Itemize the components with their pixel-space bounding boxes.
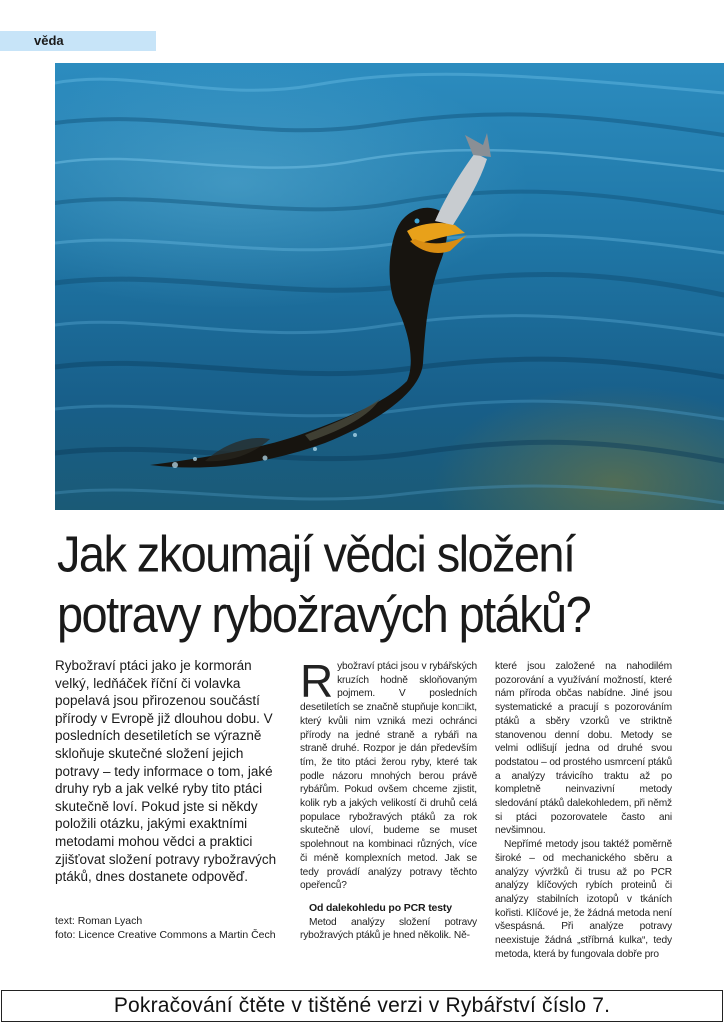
cormorant-illustration (55, 63, 724, 510)
article-column-1 (300, 655, 477, 943)
column-1-paragraph-1 (300, 655, 477, 893)
cormorant-bird (150, 133, 491, 468)
column-1-paragraph-1-text: ybožraví ptáci jsou v rybářských kruzích hodně skloňovaným pojmem. V posledních desetiletích se značně stupňuje kon□ikt, který kvůli nim vzniká mezi ochránci přírody na jedné straně a rybáři na straně druhé. Rozpor je dán především tím, že tito ptáci žerou ryby, které tak podle názoru mnohých berou právě rybářům. Pokud ovšem chceme zjistit, kolik ryb a jakých velikostí či druhů celá populace rybožravých ptáků za rok skutečně uloví, budeme se muset spolehnout na kombinaci různých, více či méně komplexních metod. Jak se tedy provádí analýzy potravy těchto opeřenců? (300, 661, 477, 892)
water-ripples (55, 74, 724, 503)
headline (57, 524, 717, 645)
column-1-paragraph-2: Metod analýzy složení potravy rybožravých ptáků je hned několik. Ně- (300, 916, 477, 942)
headline-line-2: potravy rybožravých ptáků? (57, 585, 591, 643)
continuation-notice (1, 990, 723, 1022)
subheading: Od dalekohledu po PCR testy (309, 901, 452, 914)
photo-credit: foto: Licence Creative Commons a Martin Čech (55, 929, 276, 941)
continuation-text: Pokračování čtěte v tištěné verzi v Rybářství číslo 7. (113, 994, 611, 1017)
column-2-paragraph-1: které jsou založené na nahodilém pozorování a využívání možností, které nám příroda občas nabídne. Jiné jsou systematické a pracují s pozorováním ptáků a sběry vzorků ve striktně stanovenou denní dobu. Metody se velmi odlišují jedna od druhé svou podstatou – od prostého usmrcení ptáků a analýzy trávicího traktu až po kompletně neinvazivní metody sledování ptáků dalekohledem, při němž si ptáci pozorovatele často ani nevšimnou. (495, 661, 672, 837)
lead-paragraph: Rybožraví ptáci jako je kormorán velký, ledňáček říční či volavka popelavá jsou přirozenou součástí přírody v Evropě již dlouhou dobu. V posledních desetiletích se výrazně skloňuje skutečné složení jejich potravy – tedy informace o tom, jaké druhy ryb a jak velké ryby tito ptáci skutečně loví. Pokud jste si někdy položili otázku, jakými exaktními metodami mohou vědci a praktici zjišťovat složení potravy rybožravých ptáků, dnes dostanete odpověď. (55, 658, 277, 885)
headline-line-1: Jak zkoumají vědci složení (57, 525, 575, 583)
section-tag (0, 31, 156, 51)
article-column-2 (495, 660, 672, 961)
credits (55, 914, 295, 942)
text-credit: text: Roman Lyach (55, 915, 143, 927)
column-2-paragraph-2: Nepřímé metody jsou taktéž poměrně široké – od mechanického sběru a analýzy vývržků či trusu až po PCR analýzy klíčových rybích proteinů či analýzy stabilních izotopů v tkáních kořisti. Klíčové je, že žádná metoda není všespásná. Při analýze potravy neexistuje žádná „stříbrná kulka“, tedy metoda, která by fungovala dobře pro (495, 839, 672, 960)
article-photo (55, 63, 724, 510)
section-label: věda (34, 33, 64, 48)
drop-cap: R (300, 655, 334, 707)
